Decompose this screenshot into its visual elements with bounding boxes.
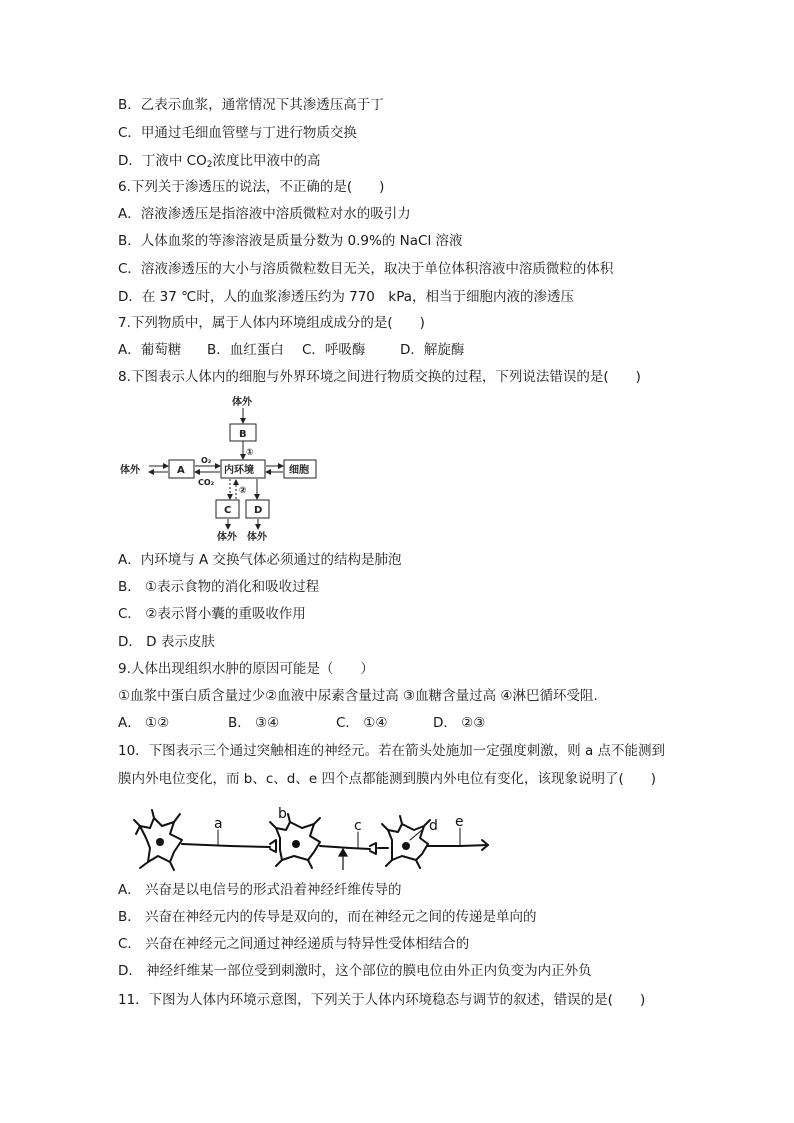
- q8-label-a: A: [177, 465, 185, 476]
- stimulus-arrow-icon: [339, 849, 347, 870]
- q8-label-b: B: [239, 429, 247, 440]
- q10-stem-line2: 膜内外电位变化，而 b、c、d、e 四个点都能测到膜内外电位有变化，该现象说明了( ): [118, 771, 656, 787]
- neuron3-nucleus: [402, 842, 410, 850]
- q9-option-a: A． ①②: [118, 715, 170, 731]
- q10-neuron-diagram: [130, 800, 500, 875]
- neuron3-body: [388, 824, 428, 860]
- q10-label-b: b: [278, 806, 287, 822]
- q8-option-a: A．内环境与 A 交换气体必须通过的结构是肺泡: [118, 552, 402, 568]
- q9-options: [118, 714, 485, 732]
- q8-exchange-diagram: [118, 393, 318, 545]
- neuron2-nucleus: [292, 840, 300, 848]
- q6-option-c: C．溶液渗透压的大小与溶质微粒数目无关，取决于单位体积溶液中溶质微粒的体积: [118, 261, 614, 277]
- q6-stem: 6.下列关于渗透压的说法，不正确的是( ): [118, 179, 385, 195]
- q8-label-circle2: ②: [239, 486, 247, 496]
- q10-label-e: e: [455, 814, 464, 830]
- q8-label-cell: 细胞: [289, 465, 309, 476]
- q9-option-b: B． ③④: [228, 715, 280, 731]
- neuron1-nucleus: [156, 838, 164, 846]
- q7-option-c: C．呼吸酶: [302, 342, 366, 358]
- q11-stem: 11．下图为人体内环境示意图，下列关于人体内环境稳态与调节的叙述，错误的是( ): [118, 992, 646, 1008]
- q8-label-inner-env: 内环境: [224, 465, 254, 476]
- q8-label-bottom-outside-d: 体外: [247, 532, 267, 543]
- q6-option-a: A．溶液渗透压是指溶液中溶质微粒对水的吸引力: [118, 206, 411, 222]
- q7-option-b: B．血红蛋白: [207, 342, 284, 358]
- q10-option-a: A． 兴奋是以电信号的形式沿着神经纤维传导的: [118, 882, 402, 898]
- q10-option-b: B． 兴奋在神经元内的传导是双向的，而在神经元之间的传递是单向的: [118, 909, 537, 925]
- q9-option-d: D． ②③: [433, 715, 486, 731]
- q7-option-d: D．解旋酶: [400, 342, 465, 358]
- q10-label-a: a: [214, 816, 223, 832]
- q8-label-co2: CO₂: [198, 478, 215, 487]
- q8-option-d: D． D 表示皮肤: [118, 634, 215, 650]
- q7-stem: 7.下列物质中，属于人体内环境组成成分的是( ): [118, 315, 425, 331]
- q9-stem: 9.人体出现组织水肿的原因可能是（ ）: [118, 661, 374, 677]
- q7-option-a: A．葡萄糖: [118, 342, 182, 358]
- q10-stem-line1: 10．下图表示三个通过突触相连的神经元。若在箭头处施加一定强度刺激，则 a 点不能测到: [118, 743, 666, 759]
- q10-label-d: d: [429, 818, 438, 834]
- q5-option-c: C．甲通过毛细血管壁与丁进行物质交换: [118, 125, 357, 141]
- q8-label-d: D: [254, 505, 263, 516]
- q10-label-c: c: [354, 818, 362, 834]
- q8-option-c: C． ②表示肾小囊的重吸收作用: [118, 606, 306, 622]
- q8-label-top-outside: 体外: [232, 397, 252, 408]
- q10-option-d: D． 神经纤维某一部位受到刺激时，这个部位的膜电位由外正内负变为内正外负: [118, 963, 592, 979]
- q5-option-d: D．丁液中 $CO_2$浓度比甲液中的高: [118, 153, 321, 170]
- q7-options: [118, 341, 464, 359]
- q6-option-d: D．在 37 ℃时，人的血浆渗透压约为 770 kPa，相当于细胞内液的渗透压: [118, 289, 574, 305]
- q8-label-bottom-outside-c: 体外: [217, 532, 237, 543]
- q8-label-c: C: [224, 505, 232, 516]
- q9-items: ①血浆中蛋白质含量过少②血液中尿素含量过高 ③血糖含量过高 ④淋巴循环受阻.: [118, 688, 598, 704]
- q8-label-o2: O₂: [201, 456, 212, 465]
- q8-label-circle1: ①: [246, 448, 254, 458]
- q9-option-c: C． ①④: [336, 715, 388, 731]
- q8-label-left-outside: 体外: [120, 465, 140, 476]
- q8-option-b: B． ①表示食物的消化和吸收过程: [118, 579, 320, 595]
- q10-option-c: C． 兴奋在神经元之间通过神经递质与特异性受体相结合的: [118, 936, 470, 952]
- q6-option-b: B．人体血浆的等渗溶液是质量分数为 0.9%的 NaCl 溶液: [118, 233, 463, 249]
- q5-option-b: B．乙表示血浆，通常情况下其渗透压高于丁: [118, 97, 384, 113]
- q8-stem: 8.下图表示人体内的细胞与外界环境之间进行物质交换的过程，下列说法错误的是( ): [118, 369, 641, 385]
